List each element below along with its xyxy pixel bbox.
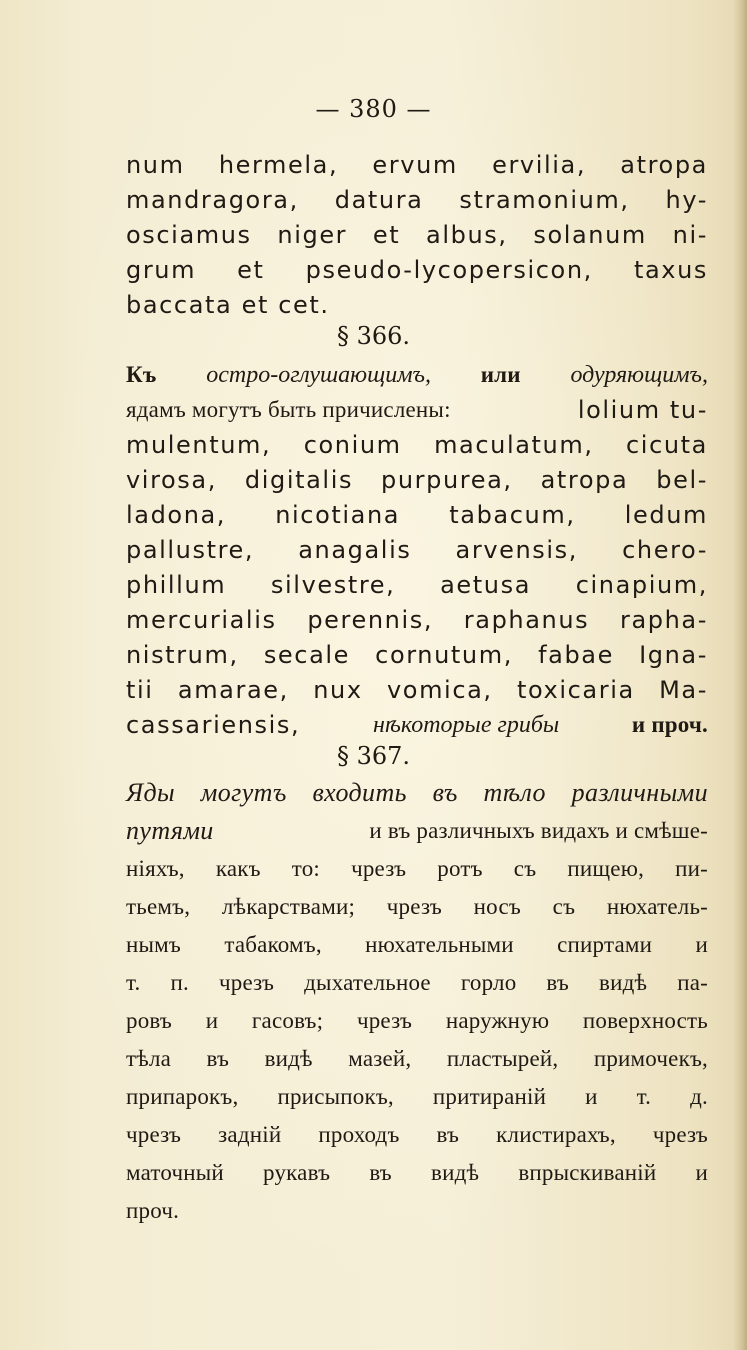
text-line: чрезъ задній проходъ въ клистирахъ, чрезъ (126, 1122, 708, 1147)
text-line: phillum silvestre, aetusa cinapium, (126, 571, 708, 599)
page-edge-shadow (733, 0, 747, 1350)
text-line: osciamus niger et albus, solanum ni- (126, 221, 708, 249)
text-line: тьемъ, лѣкарствами; чрезъ носъ съ нюхатель- (126, 894, 708, 919)
text-line: нымъ табакомъ, нюхательными спиртами и (126, 932, 708, 957)
text-line: tii amarae, nux vomica, toxicaria Ma- (126, 676, 708, 704)
section-heading-366: § 366. (336, 322, 411, 350)
text-line: mandragora, datura stramonium, hy- (126, 186, 708, 214)
text-line: путями и въ различныхъ видахъ и смѣше- (126, 816, 708, 845)
text-line: проч. (126, 1198, 180, 1223)
text-line: маточный рукавъ въ видѣ впрыскиваній и (126, 1160, 708, 1185)
text-line: num hermela, ervum ervilia, atropa (126, 151, 708, 179)
text-line: mercurialis perennis, raphanus rapha- (126, 606, 708, 634)
text-line: cassariensis, нѣкоторые грибы и проч. (126, 711, 708, 739)
text-line: ровъ и гасовъ; чрезъ наружную поверхность (126, 1008, 708, 1033)
text-line: ladona, nicotiana tabacum, ledum (126, 501, 708, 529)
text-line: Къ остро-оглушающимъ, или одуряющимъ, (126, 362, 708, 388)
text-line: Яды могутъ входить въ тѣло различными (126, 778, 708, 807)
text-line: ніяхъ, какъ то: чрезъ ротъ съ пищею, пи- (126, 856, 708, 881)
page-number: — 380 — (315, 95, 432, 123)
text-line: grum et pseudo-lycopersicon, taxus (126, 256, 708, 284)
text-line: baccata et cet. (126, 291, 330, 319)
text-line: nistrum, secale cornutum, fabae Igna- (126, 641, 708, 669)
text-line: pallustre, anagalis arvensis, chero- (126, 536, 708, 564)
text-line: т. п. чрезъ дыхательное горло въ видѣ па- (126, 970, 708, 995)
text-line: припарокъ, присыпокъ, притираній и т. д. (126, 1084, 708, 1109)
text-line: тѣла въ видѣ мазей, пластырей, примочекъ, (126, 1046, 708, 1071)
text-line: virosa, digitalis purpurea, atropa bel- (126, 466, 708, 494)
text-line: ядамъ могутъ быть причислены: lolium tu- (126, 396, 708, 424)
section-heading-367: § 367. (336, 742, 411, 770)
text-line: mulentum, conium maculatum, cicuta (126, 431, 708, 459)
